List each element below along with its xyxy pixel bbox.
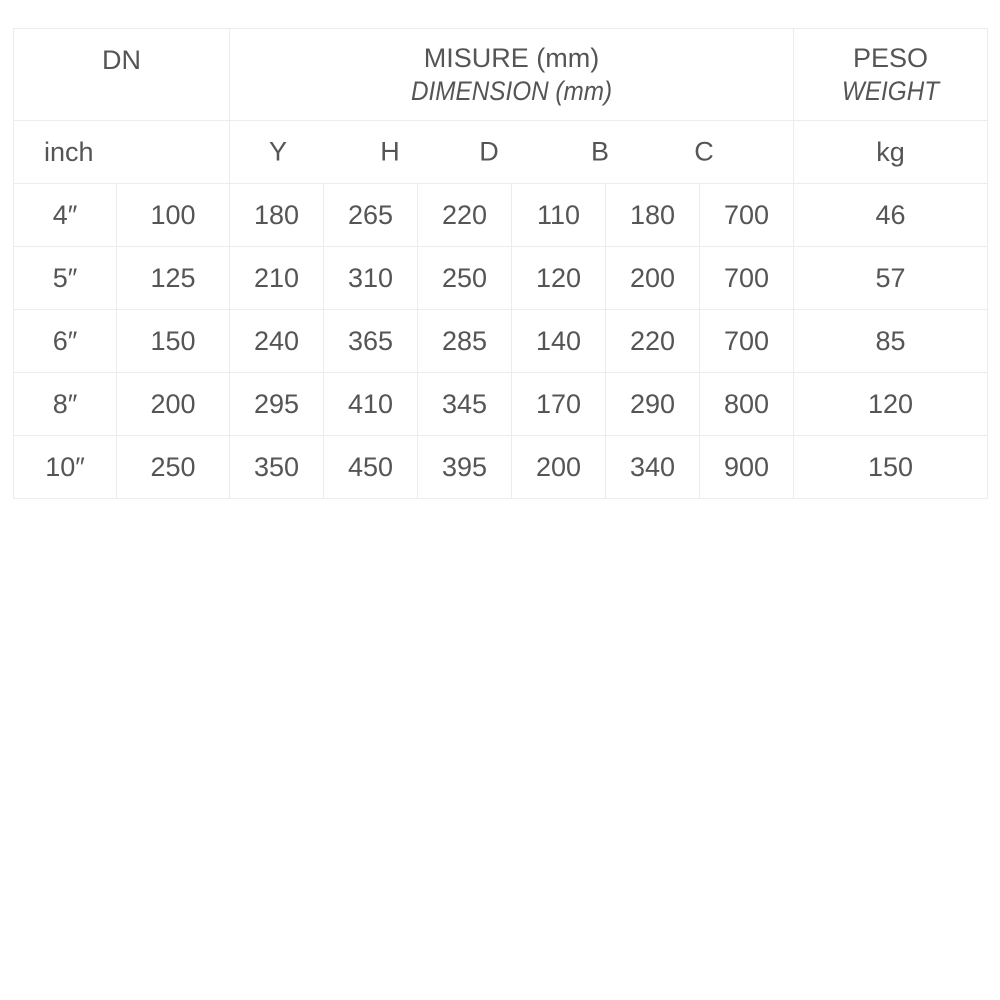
cell-h: 265 [324, 184, 418, 247]
cell-b: 140 [512, 310, 606, 373]
letter-c: C [694, 136, 714, 167]
inch-subheader [14, 121, 230, 184]
kg-subheader [794, 121, 988, 184]
cell-inch: 8″ [14, 373, 117, 436]
letter-d: D [479, 136, 499, 167]
peso-header [794, 29, 988, 121]
dimension-letters [230, 121, 794, 184]
cell-y: 210 [230, 247, 324, 310]
cell-c1: 340 [606, 436, 700, 499]
cell-inch: 10″ [14, 436, 117, 499]
table-row [14, 247, 988, 310]
cell-h: 410 [324, 373, 418, 436]
inch-label: inch [44, 136, 94, 167]
cell-weight: 85 [794, 310, 988, 373]
cell-c2: 800 [700, 373, 794, 436]
cell-d: 250 [418, 247, 512, 310]
cell-y: 350 [230, 436, 324, 499]
cell-b: 110 [512, 184, 606, 247]
cell-inch: 5″ [14, 247, 117, 310]
misure-header [230, 29, 794, 121]
dn-header-label: DN [102, 44, 141, 75]
dn-header [14, 29, 230, 121]
cell-weight: 150 [794, 436, 988, 499]
cell-b: 200 [512, 436, 606, 499]
table-row [14, 373, 988, 436]
subheader-row [14, 121, 988, 184]
cell-dn: 150 [117, 310, 230, 373]
header-row [14, 29, 988, 121]
weight-label: WEIGHT [841, 75, 940, 106]
peso-label: PESO [853, 42, 929, 73]
table-row [14, 310, 988, 373]
table-row [14, 184, 988, 247]
cell-y: 180 [230, 184, 324, 247]
cell-dn: 100 [117, 184, 230, 247]
cell-dn: 200 [117, 373, 230, 436]
cell-c2: 700 [700, 310, 794, 373]
cell-dn: 125 [117, 247, 230, 310]
cell-c1: 290 [606, 373, 700, 436]
cell-y: 295 [230, 373, 324, 436]
letter-h: H [380, 136, 400, 167]
dimension-label: DIMENSION (mm) [410, 75, 613, 106]
cell-d: 395 [418, 436, 512, 499]
cell-c1: 200 [606, 247, 700, 310]
letter-y: Y [268, 136, 288, 167]
cell-h: 310 [324, 247, 418, 310]
cell-weight: 57 [794, 247, 988, 310]
cell-d: 345 [418, 373, 512, 436]
cell-h: 365 [324, 310, 418, 373]
cell-weight: 46 [794, 184, 988, 247]
cell-c2: 900 [700, 436, 794, 499]
cell-h: 450 [324, 436, 418, 499]
cell-dn: 250 [117, 436, 230, 499]
misure-label: MISURE (mm) [423, 42, 600, 73]
cell-y: 240 [230, 310, 324, 373]
table-row [14, 436, 988, 499]
cell-inch: 6″ [14, 310, 117, 373]
cell-c2: 700 [700, 247, 794, 310]
cell-b: 170 [512, 373, 606, 436]
cell-c1: 180 [606, 184, 700, 247]
cell-d: 220 [418, 184, 512, 247]
cell-b: 120 [512, 247, 606, 310]
kg-label: kg [876, 136, 905, 167]
dimensions-table [13, 28, 988, 499]
cell-c2: 700 [700, 184, 794, 247]
cell-inch: 4″ [14, 184, 117, 247]
cell-d: 285 [418, 310, 512, 373]
letter-b: B [590, 136, 610, 167]
cell-weight: 120 [794, 373, 988, 436]
cell-c1: 220 [606, 310, 700, 373]
